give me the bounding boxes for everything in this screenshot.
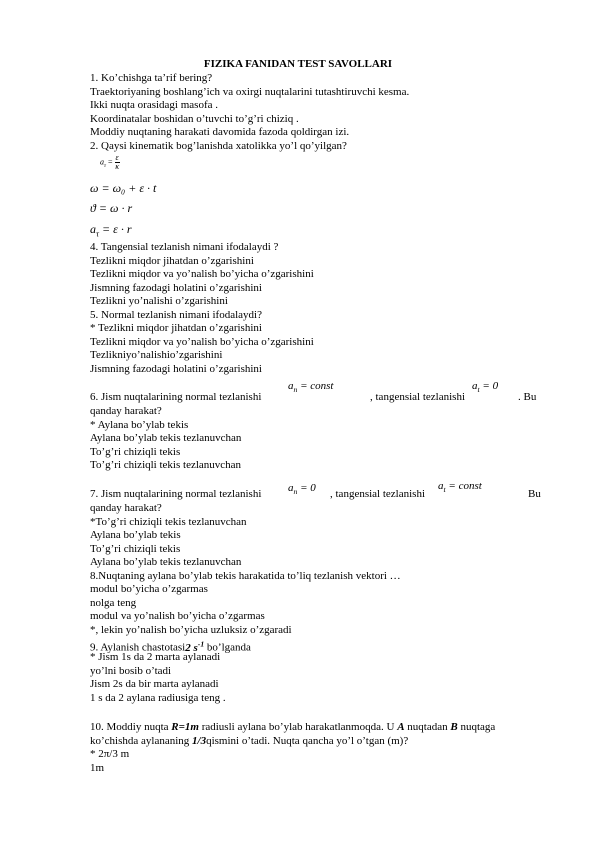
formula-1-fraction <box>115 154 120 171</box>
q5-option-c: Tezlikniyo’nalishio’zgarishini <box>90 349 223 361</box>
q2-formula-3: ϑ = ω · r <box>90 201 133 215</box>
q7-tangential-text: , tangensial tezlanishi <box>330 488 425 500</box>
q7-at-rhs: = const <box>448 480 482 492</box>
q6-at-rhs: = 0 <box>482 380 499 392</box>
question-6-text: 6. Jism nuqtalarining normal tezlanishi <box>90 391 262 403</box>
question-2: 2. Qaysi kinematik bog’lanishda xatolikka yo’l qo’yilgan? <box>90 140 347 152</box>
q9-option-d: 1 s da 2 aylana radiusiga teng . <box>90 692 226 704</box>
question-10-cont <box>90 735 408 747</box>
q10-fraction: 1/3 <box>192 735 207 747</box>
q7-at-lhs: a <box>438 480 444 492</box>
q7-an-sub: n <box>293 487 298 497</box>
q1-option-a: Traektoriyaning boshlang’ich va oxirgi nuqtalarini tutashtiruvchi kesma. <box>90 86 410 98</box>
q8-option-c: modul va yo’nalish bo’yicha o’zgarmas <box>90 610 265 622</box>
q6-normal-acceleration <box>288 380 334 394</box>
q7-an-lhs: a <box>288 482 294 494</box>
q6-option-d: To’g’ri chiziqli tekis tezlanuvchan <box>90 459 242 471</box>
q10-radius: R=1m <box>171 721 199 733</box>
q10-option-b: 1m <box>90 762 105 774</box>
q8-option-a: modul bo’yicha o’zgarmas <box>90 583 208 595</box>
q4-option-d: Tezlikni yo’nalishi o’zgarishini <box>90 295 228 307</box>
q5-option-a: * Tezlikni miqdor jihatdan o’zgarishini <box>90 322 262 334</box>
q9-option-a: * Jism 1s da 2 marta aylanadi <box>90 651 221 663</box>
q9-text-pre: 9. Aylanish chastotasi <box>90 641 186 654</box>
q10-part-2: radiusli aylana bo’ylab harakatlanmoqda. U <box>198 721 398 733</box>
q1-option-c: Koordinatalar boshidan o’tuvchi to’g’ri chiziq . <box>90 113 299 125</box>
q9-option-b: yo’lni bosib o’tadi <box>90 665 172 677</box>
q8-option-d: *, lekin yo’nalish bo’yicha uzluksiz o’zgaradi <box>90 624 292 636</box>
q6-option-b: Aylana bo’ylab tekis tezlanuvchan <box>90 432 242 444</box>
q9-frequency-value: 2 s <box>185 641 198 654</box>
q1-option-b: Ikki nuqta orasidagi masofa . <box>90 99 218 111</box>
question-7-text: 7. Jism nuqtalarining normal tezlanishi <box>90 488 262 500</box>
q4-option-c: Jismning fazodagi holatini o’zgarishini <box>90 282 262 294</box>
formula-4-rhs: = ε · r <box>102 222 132 236</box>
q10-part-4: nuqtaga <box>457 721 496 733</box>
q9-text-post: bo’lganda <box>204 641 251 654</box>
q6-option-c: To’g’ri chiziqli tekis <box>90 446 181 458</box>
q7-tangential-acceleration <box>438 480 482 494</box>
q4-option-a: Tezlikni miqdor jihatdan o’zgarishini <box>90 255 254 267</box>
q6-an-rhs: = const <box>300 380 334 392</box>
q7-option-c: To’g’ri chiziqli tekis <box>90 543 181 555</box>
formula-1-numerator: ε <box>115 153 119 162</box>
q10-point-b: B <box>450 721 458 733</box>
q10-line2-pre: ko’chishda aylananing <box>90 735 193 747</box>
q7-question-cont: qanday harakat? <box>90 502 162 514</box>
q7-option-b: Aylana bo’ylab tekis <box>90 529 181 541</box>
q2-formula-4 <box>90 222 132 238</box>
q6-tangential-text: , tangensial tezlanishi <box>370 391 465 403</box>
q10-point-a: A <box>397 721 405 733</box>
page-title: FIZIKA FANIDAN TEST SAVOLLARI <box>203 58 393 70</box>
formula-1-sub: τ <box>104 162 107 169</box>
q2-formula-1: $a_\tau$ = $\frac{\varepsilon}{\kappa}$ <box>100 153 120 171</box>
formula-1-denominator: κ <box>115 162 120 171</box>
q6-at-sub: t <box>477 385 480 395</box>
q10-part-1: 10. Moddiy nuqta <box>90 721 172 733</box>
question-10 <box>90 721 550 733</box>
q6-an-lhs: a <box>288 380 294 392</box>
q6-option-a: * Aylana bo’ylab tekis <box>90 419 189 431</box>
q1-option-d: Moddiy nuqtaning harakati davomida fazoda qoldirgan izi. <box>90 126 350 138</box>
q6-question-cont: qanday harakat? <box>90 405 162 417</box>
q6-tangential-acceleration <box>472 380 498 394</box>
formula-4-lhs: a <box>90 222 96 236</box>
q10-option-a: * 2π/3 m <box>90 748 130 760</box>
q2-formula-2: ω = ω₀ + ε · t <box>90 181 157 195</box>
q5-option-b: Tezlikni miqdor va yo’nalish bo’yicha o’zgarishini <box>90 336 314 348</box>
q10-line2-post: qismini o’tadi. Nuqta qancha yo’l o’tgan (m)? <box>206 735 409 747</box>
question-8: 8.Nuqtaning aylana bo’ylab tekis harakatida to’liq tezlanish vektori … <box>90 570 401 582</box>
question-4: 4. Tangensial tezlanish nimani ifodalaydi ? <box>90 241 279 253</box>
q7-normal-acceleration <box>288 482 316 496</box>
q7-option-d: Aylana bo’ylab tekis tezlanuvchan <box>90 556 242 568</box>
q9-frequency-unit-exp: -1 <box>197 639 205 648</box>
question-5: 5. Normal tezlanish nimani ifodalaydi? <box>90 309 262 321</box>
q7-option-a: *To’g’ri chiziqli tekis tezlanuvchan <box>90 516 247 528</box>
q6-text-end: . Bu <box>518 391 537 403</box>
question-1: 1. Ko’chishga ta’rif bering? <box>90 72 213 84</box>
q9-option-c: Jism 2s da bir marta aylanadi <box>90 678 219 690</box>
q6-an-sub: n <box>293 385 298 395</box>
q4-option-b: Tezlikni miqdor va yo’nalish bo’yicha o’zgarishini <box>90 268 314 280</box>
q7-text-end: Bu <box>528 488 541 500</box>
q5-option-d: Jismning fazodagi holatini o’zgarishini <box>90 363 262 375</box>
q8-option-b: nolga teng <box>90 597 137 609</box>
formula-4-sub: τ <box>96 229 99 239</box>
q7-at-sub: t <box>443 485 446 495</box>
formula-1-lhs: a <box>100 157 104 167</box>
q6-at-lhs: a <box>472 380 478 392</box>
q10-part-3: nuqtadan <box>404 721 451 733</box>
q7-an-rhs: = 0 <box>300 482 316 494</box>
